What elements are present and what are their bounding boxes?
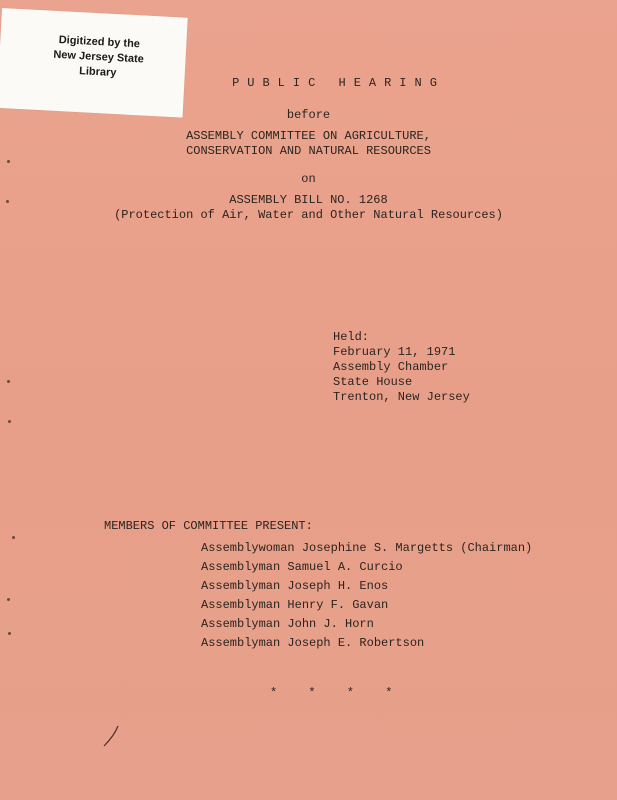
paper-speck [7,380,10,383]
bill-subtitle: (Protection of Air, Water and Other Natural Resources) [114,208,503,222]
held-place-1: Assembly Chamber [333,360,449,374]
member-item: Assemblyman John J. Horn [201,617,374,631]
paper-speck [12,536,15,539]
bill-number: ASSEMBLY BILL NO. 1268 [229,193,388,207]
stamp-line-1: Digitized by the [58,34,141,51]
held-label: Held: [333,330,370,344]
footer-stars: * * * * [270,686,405,700]
held-place-2: State House [333,375,413,389]
on-label: on [301,172,316,186]
paper-speck [6,200,9,203]
members-list [201,541,532,655]
member-item: Assemblyman Samuel A. Curcio [201,560,403,574]
member-item: Assemblywoman Josephine S. Margetts (Chairman) [201,541,533,555]
pencil-mark [100,722,124,752]
held-block [333,330,470,405]
digitized-stamp [0,8,188,118]
paper-speck [8,632,11,635]
members-heading: MEMBERS OF COMMITTEE PRESENT: [104,519,313,533]
held-place-3: Trenton, New Jersey [333,390,470,404]
member-item: Assemblyman Joseph E. Robertson [201,636,425,650]
paper-speck [7,598,10,601]
member-item: Assemblyman Henry F. Gavan [201,598,389,612]
committee-line-2: CONSERVATION AND NATURAL RESOURCES [186,144,431,158]
held-date: February 11, 1971 [333,345,456,359]
before-label: before [286,108,331,122]
paper-speck [7,160,10,163]
committee-line-1: ASSEMBLY COMMITTEE ON AGRICULTURE, [186,129,431,143]
member-item: Assemblyman Joseph H. Enos [201,579,389,593]
paper-speck [8,420,11,423]
stamp-line-2: New Jersey State Library [53,48,145,80]
hearing-title: PUBLIC HEARING [232,76,445,90]
